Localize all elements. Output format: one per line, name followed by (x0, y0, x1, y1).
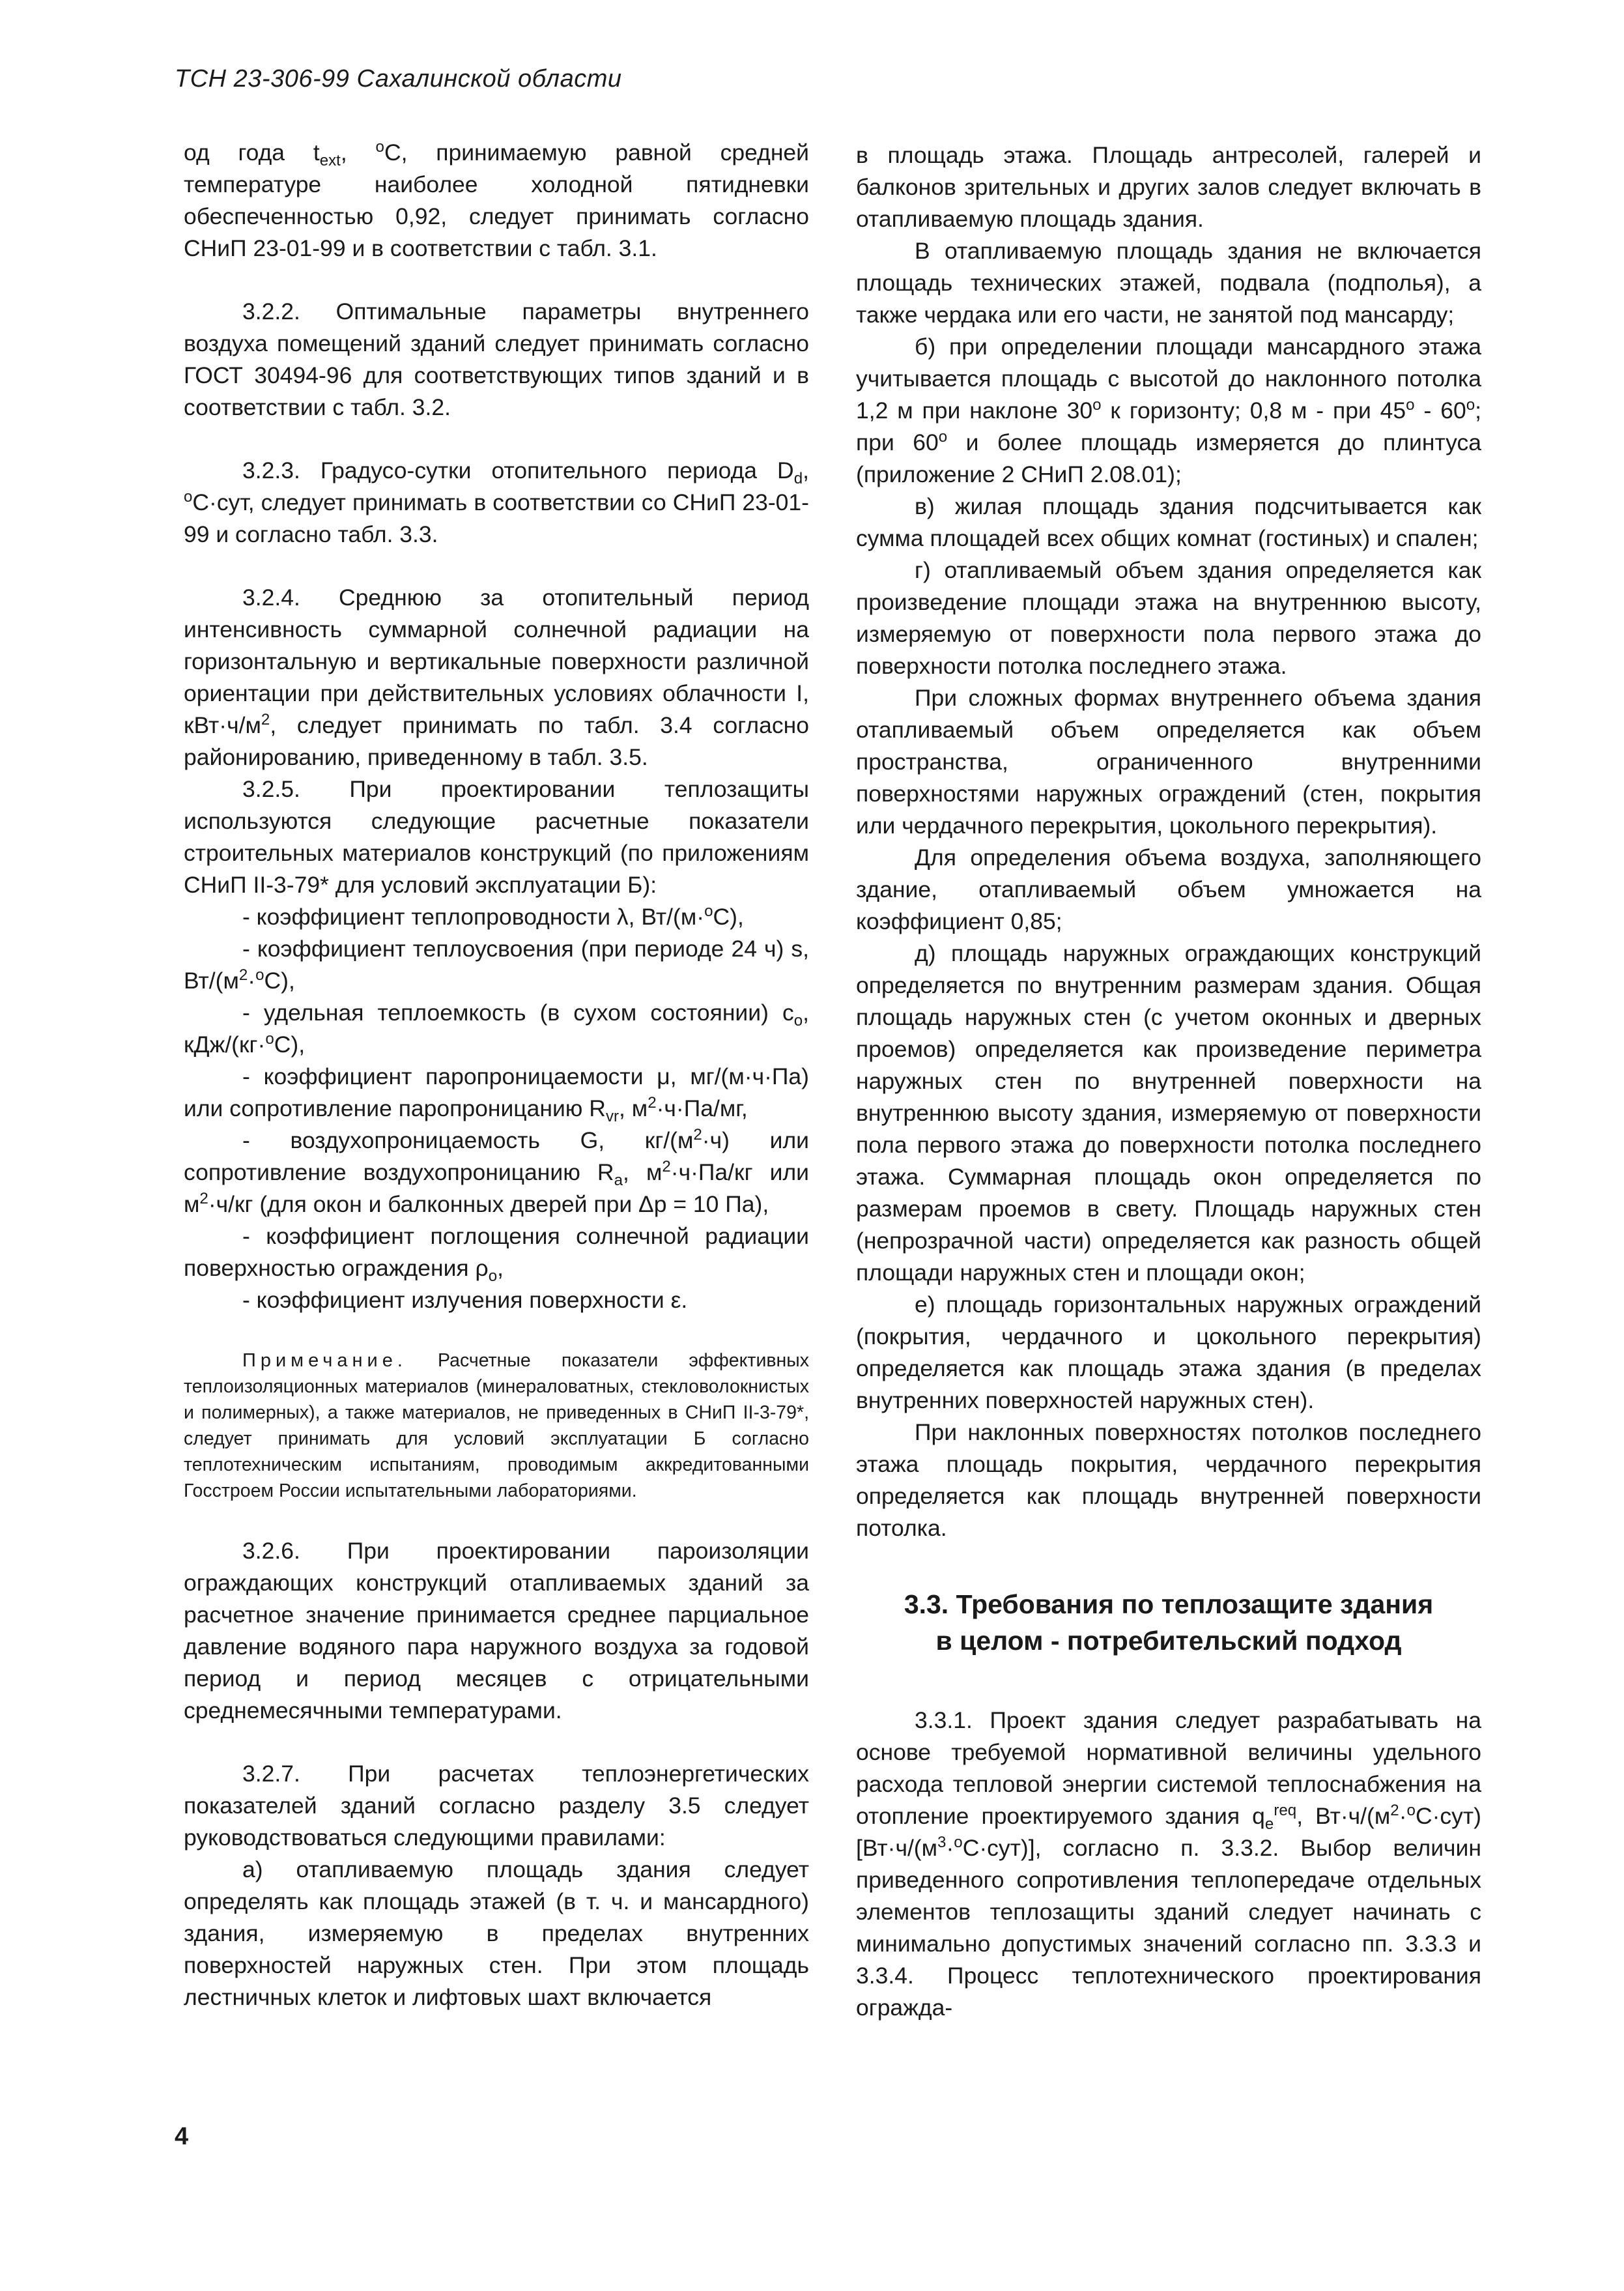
heading-line: 3.3. Требования по теплозащите здания (904, 1589, 1434, 1619)
clause-3-2-7-g: г) отапливаемый объем здания определяется как произведение площади этажа на внутреннюю высоту, измеряемую от поверхности пола первого этажа до поверхности потолка последнего этажа. (856, 557, 1481, 679)
clause-3-2-7-d: д) площадь наружных ограждающих конструкций определяется по внутренним размерам здания. Общая площадь наружных стен (с учетом оконных и дверных проемов) определяется как произведение периметра наружных стен по внутренней поверхности на внутреннюю высоту здания, измеряемую от поверхности пола первого этажа до поверхности потолка последнего этажа. Суммарная площадь окон определяется по размерам проемов в свету. Площадь наружных стен (непрозрачной части) определяется как разность общей площади наружных стен и площади окон; (856, 940, 1481, 1286)
clause-3-2-3: 3.2.3. Градусо-сутки отопительного периода $D_d$, $^о$С·сут, следует принимать в соответствии со СНиП 23-01-99 и согласно табл. 3.3. (184, 457, 809, 547)
paragraph-not-included: В отапливаемую площадь здания не включается площадь технических этажей, подвала (подполья), а также чердака или его части, не занятой под мансарду; (856, 238, 1481, 328)
section-heading-3-3 (856, 1586, 1481, 1659)
paragraph-continuation: в площадь этажа. Площадь антресолей, галерей и балконов зрительных и других залов следует включать в отапливаемую площадь здания. (856, 142, 1481, 232)
list-item: - воздухопроницаемость G, $кг/(м^2\cdot ч)$ или сопротивление воздухопроницанию $R_a$, $м^2\cdot ч\cdot Па/кг$ или $м^2\cdot ч/кг$ (для окон и балконных дверей при Δp = 10 Па), (184, 1126, 809, 1217)
paragraph-air-volume: Для определения объема воздуха, заполняющего здание, отапливаемый объем умножается на коэффициент 0,85; (856, 844, 1481, 934)
paragraph-complex-volume: При сложных формах внутреннего объема здания отапливаемый объем определяется как объем пространства, ограниченного внутренними поверхностями наружных ограждений (стен, покрытия или чердачного перекрытия, цокольного перекрытия). (856, 685, 1481, 839)
left-column (184, 137, 809, 2013)
paragraph-inclined-ceilings: При наклонных поверхностях потолков последнего этажа площадь покрытия, чердачного перекрытия определяется как площадь внутренней поверхности потолка. (856, 1419, 1481, 1541)
running-title: ТСН 23-306-99 Сахалинской области (175, 65, 622, 93)
note-block (184, 1347, 809, 1504)
clause-3-2-2: 3.2.2. Оптимальные параметры внутреннего воздуха помещений зданий следует принимать согласно ГОСТ 30494-96 для соответствующих типов зданий и в соответствии с табл. 3.2. (184, 298, 809, 420)
note-text: Расчетные показатели эффективных теплоизоляционных материалов (минераловатных, стекловолокнистых и полимерных), а также материалов, не приведенных в СНиП II-3-79*, следует принимать для условий эксплуатации Б согласно теплотехническим испытаниям, проводимым аккредитованными Госстроем России испытательными лабораториями. (184, 1350, 809, 1501)
clause-3-2-7-a: а) отапливаемую площадь здания следует определять как площадь этажей (в т. ч. и мансардного) здания, измеряемую в пределах внутренних поверхностей наружных стен. При этом площадь лестничных клеток и лифтовых шахт включается (184, 1856, 809, 2010)
clause-3-3-1: 3.3.1. Проект здания следует разрабатывать на основе требуемой нормативной величины удельного расхода тепловой энергии системой теплоснабжения на отопление проектируемого здания $q_e^{req}$, $Вт\cdot ч/(м^2\cdot^оС\cdot сут)$ $[Вт\cdot ч/(м^3\cdot^оС\cdot сут)]$, согласно п. 3.3.2. Выбор величин приведенного сопротивления теплопередаче отдельных элементов теплозащиты зданий следует начинать с минимально допустимых значений согласно пп. 3.3.3 и 3.3.4. Процесс теплотехнического проектирования огражда- (856, 1707, 1481, 2021)
clause-3-2-6: 3.2.6. При проектировании пароизоляции ограждающих конструкций отапливаемых зданий за расчетное значение принимается среднее парциальное давление водяного пара наружного воздуха за годовой период и период месяцев с отрицательными среднемесячными температурами. (184, 1538, 809, 1723)
list-item: - коэффициент паропроницаемости μ, мг/(м·ч·Па) или сопротивление паропроницанию $R_{vr}$, $м^2\cdot ч\cdot Па/мг$, (184, 1063, 809, 1126)
list-item: - коэффициент теплопроводности λ, Вт/(м·$^о$С), (242, 902, 744, 930)
heading-line: в целом - потребительский подход (935, 1626, 1402, 1656)
clause-3-2-7-v: в) жилая площадь здания подсчитывается как сумма площадей всех общих комнат (гостиных) и спален; (856, 493, 1481, 551)
list-item: - коэффициент поглощения солнечной радиации поверхностью ограждения $\rho_о$, (184, 1223, 809, 1286)
list-item: - удельная теплоемкость (в сухом состоянии) $с_о$, кДж/(кг·$^о$С), (184, 1000, 809, 1058)
clause-3-2-5: 3.2.5. При проектировании теплозащиты используются следующие расчетные показатели строительных материалов конструкций (по приложениям СНиП II-3-79* для условий эксплуатации Б): (184, 776, 809, 898)
note-label: Примечание. (242, 1350, 407, 1371)
list-item: - коэффициент излучения поверхности ε. (242, 1287, 688, 1313)
clause-3-2-4: 3.2.4. Среднюю за отопительный период интенсивность суммарной солнечной радиации на горизонтальную и вертикальные поверхности различной ориентации при действительных условиях облачности I, $кВт\cdot ч/м^2$, следует принимать по табл. 3.4 согласно районированию, приведенному в табл. 3.5. (184, 584, 809, 770)
clause-3-2-7-e: е) площадь горизонтальных наружных ограждений (покрытия, чердачного и цокольного перекрытия) определяется как площадь этажа здания (в пределах внутренних поверхностей наружных стен). (856, 1291, 1481, 1413)
right-column (856, 139, 1481, 2024)
paragraph-continuation: од года $t_{ext}$, $^о$С, принимаемую равной средней температуре наиболее холодной пятидневки обеспеченностью 0,92, следует принимать согласно СНиП 23-01-99 и в соответствии с табл. 3.1. (184, 138, 809, 261)
list-item: - коэффициент теплоусвоения (при периоде 24 ч) s, $Вт/(м^2\cdot^оС)$, (184, 936, 809, 994)
clause-3-2-7: 3.2.7. При расчетах теплоэнергетических показателей зданий согласно разделу 3.5 следует руководствоваться следующими правилами: (184, 1761, 809, 1851)
clause-3-2-7-b: б) при определении площади мансардного этажа учитывается площадь с высотой до наклонного потолка 1,2 м при наклоне $30^о$ к горизонту; 0,8 м - при $45^о - 60^о$; при $60^о$ и более площадь измеряется до плинтуса (приложение 2 СНиП 2.08.01); (856, 334, 1481, 487)
page-number: 4 (175, 2123, 189, 2150)
